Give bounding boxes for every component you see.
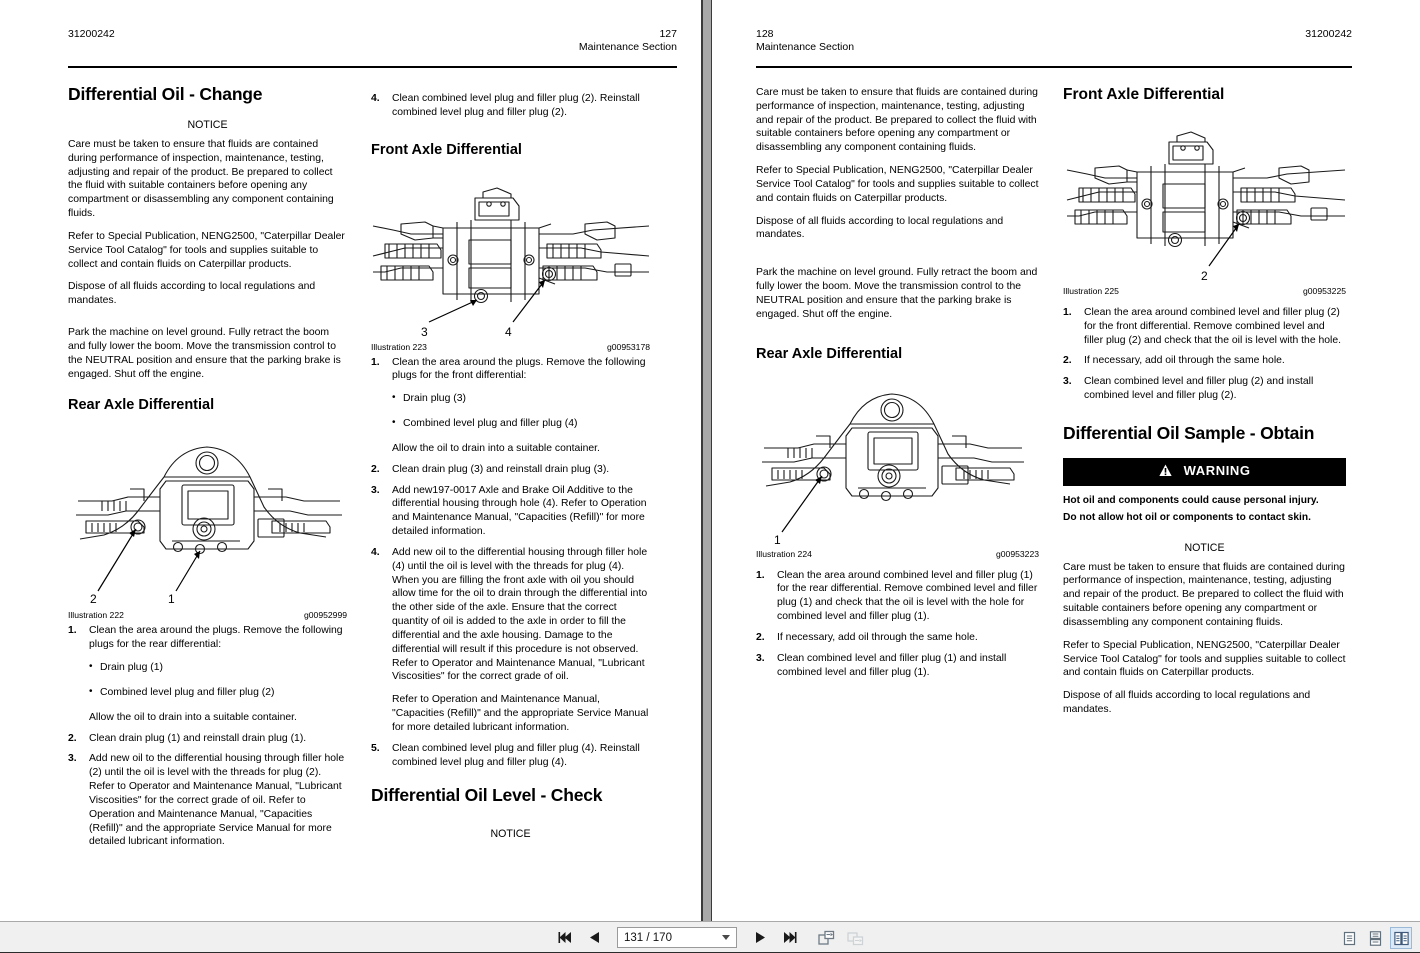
- rotate-clockwise-button[interactable]: [816, 928, 836, 948]
- callout-1: 1: [168, 592, 175, 607]
- rear-axle-differential-diagram: [756, 372, 1026, 547]
- list-item: • Combined level plug and filler plug (2): [89, 686, 347, 700]
- page-title: Differential Oil Level - Check: [371, 785, 603, 806]
- list-item: [756, 652, 1039, 680]
- step-number: 3.: [68, 753, 77, 765]
- page-navigation-group: [555, 927, 865, 948]
- list-item: [371, 356, 650, 456]
- previous-page-button[interactable]: [584, 928, 604, 948]
- step-text: Clean combined level and filler plug (2) and install combined level and filler plug (2).: [1084, 376, 1314, 402]
- notice-label: NOTICE: [187, 119, 228, 131]
- figure-caption: Illustration 224: [756, 548, 812, 559]
- callout-2: 2: [1201, 269, 1208, 283]
- illustration-224: [756, 372, 1039, 559]
- rear-axle-differential-diagram: [68, 423, 347, 608]
- step-number: 3.: [1063, 376, 1072, 388]
- figure-caption: Illustration 222: [68, 610, 124, 621]
- step-number: 1.: [756, 569, 765, 581]
- list-item: [756, 569, 1039, 624]
- step-text: Clean the area around combined level and filler plug (1) for the rear differential. Remove combined level and filler plug (1) and check that the oil is level with the hole for combined level and filler plug (1).: [777, 569, 1038, 623]
- step-number: 1.: [68, 625, 77, 637]
- callout-2: 2: [90, 592, 97, 607]
- page-indicator-text: 131 / 170: [624, 931, 672, 944]
- notice-label: NOTICE: [1184, 541, 1225, 554]
- illustration-225: [1063, 114, 1346, 296]
- page-title: Differential Oil Sample - Obtain: [1063, 422, 1315, 443]
- figure-code: g00953225: [1302, 286, 1346, 296]
- park-machine-paragraph: Park the machine on level ground. Fully retract the boom and fully lower the boom. Move the transmission control to the NEUTRAL position and ensure that the parking brake is engaged. Shut off the engine.: [68, 327, 341, 380]
- list-item: [371, 546, 650, 735]
- list-item: [371, 92, 650, 120]
- right-page-column-2: [1063, 78, 1346, 726]
- callout-1: 1: [774, 532, 781, 547]
- step-text: Clean drain plug (3) and reinstall drain plug (3).: [392, 463, 610, 475]
- step-number: 1.: [371, 356, 380, 368]
- procedure-list: [371, 356, 650, 770]
- bullet-list: [89, 661, 347, 700]
- single-page-icon: [1342, 931, 1357, 946]
- list-item: [1063, 375, 1346, 403]
- list-item: • Drain plug (1): [89, 661, 347, 675]
- first-page-icon: [558, 931, 573, 944]
- step-number: 2.: [756, 631, 765, 643]
- notice-paragraph: Refer to Special Publication, NENG2500, "Caterpillar Dealer Service Tool Catalog" for tools and supplies suitable to collect and contain fluids on Caterpillar products.: [1063, 639, 1346, 679]
- step-number: 2.: [371, 463, 380, 475]
- doc-number: 31200242: [68, 28, 115, 40]
- right-page-column-1: [756, 78, 1039, 726]
- rotate-clockwise-icon: [818, 930, 835, 946]
- step-text: Add new oil to the differential housing through filler hole (2) until the oil is level with the threads for plug (2). Refer to Operator and Maintenance Manual, "Lubricant Viscosities" for the correct grade of oil. Refer to Operation and Maintenance Manual, "Capacities (Refill)" and the appropriate Service Manual for more detailed lubricant information.: [89, 753, 345, 848]
- document-page-left[interactable]: [0, 0, 702, 921]
- park-machine-paragraph: Park the machine on level ground. Fully retract the boom and fully lower the boom. Move the transmission control to the NEUTRAL position and ensure that the parking brake is engaged. Shut off the engine.: [756, 267, 1038, 320]
- figure-code: g00952999: [303, 610, 347, 621]
- list-item: [1063, 306, 1346, 347]
- step-text: Clean combined level and filler plug (1) and install combined level and filler plug (1).: [777, 652, 1007, 678]
- step-text: Add new oil to the differential housing through filler hole (4) until the oil is level with the threads for plug (4). When you are filling the front axle with oil you should allow time for the oil to drain through the differential into the other side of the axle. Ensure that the correct quantity of oil is added to the axle in order to fill the differential and the axle housing. Damage to the differential will result if this procedure is not observed. Refer to Operator and Maintenance Manual, "Lubricant Viscosities" for the correct grade of oil.: [392, 546, 648, 683]
- continuous-scroll-view-button[interactable]: [1364, 927, 1386, 949]
- list-item: [371, 463, 650, 477]
- two-page-icon: [1394, 931, 1409, 946]
- step-number: 2.: [1063, 355, 1072, 367]
- rotate-counter-clockwise-button[interactable]: [845, 928, 865, 948]
- front-axle-differential-diagram: [1063, 114, 1346, 284]
- step-text: Clean the area around combined level and filler plug (2) for the front differential. Remove combined level and filler plug (2) and check that the oil is level with the hole.: [1084, 307, 1342, 346]
- bullet-list: [392, 392, 650, 431]
- view-mode-group: [1338, 922, 1412, 953]
- procedure-list: [371, 92, 650, 120]
- two-page-view-button[interactable]: [1390, 927, 1412, 949]
- step-text: If necessary, add oil through the same hole.: [1084, 355, 1285, 367]
- list-item: [371, 484, 650, 539]
- notice-label: NOTICE: [490, 828, 531, 841]
- section-name: Maintenance Section: [756, 41, 855, 53]
- doc-number: 31200242: [1305, 28, 1352, 40]
- step-text: Add new197-0017 Axle and Brake Oil Additive to the differential housing through hole (4). Refer to Operation and Maintenance Manual, "Capacities (Refill)" for more detailed information.: [392, 484, 647, 538]
- chevron-right-icon: [755, 931, 766, 944]
- step-number: 1.: [1063, 307, 1072, 318]
- notice-paragraph: Dispose of all fluids according to local regulations and mandates.: [756, 215, 1004, 241]
- procedure-list: [68, 624, 347, 849]
- page-folio: 128: [756, 28, 774, 40]
- notice-paragraph: Care must be taken to ensure that fluids are contained during performance of inspection, maintenance, testing, adjusting and repair of the product. Be prepared to collect the fluid with suitable containers before opening any compartment or disassembling any component containing fluids.: [756, 87, 1038, 154]
- illustration-222: [68, 423, 347, 620]
- notice-paragraph: Refer to Special Publication, NENG2500, "Caterpillar Dealer Service Tool Catalog" for tools and supplies suitable to collect and contain fluids on Caterpillar products.: [756, 165, 1039, 204]
- warning-label: WARNING: [1183, 462, 1251, 478]
- page-header-left: [68, 18, 677, 64]
- first-page-button[interactable]: [555, 928, 575, 948]
- warning-banner: [1063, 458, 1346, 486]
- page-header-right: [756, 18, 1352, 64]
- subsection-heading: Front Axle Differential: [371, 141, 522, 158]
- page-folio: 127: [659, 28, 677, 40]
- warning-text: Hot oil and components could cause personal injury.: [1063, 494, 1319, 506]
- notice-paragraph: Care must be taken to ensure that fluids are contained during performance of inspection, maintenance, testing, adjusting and repair of the product. Be prepared to collect the fluid with suitable containers before opening any compartment or disassembling any component containing fluids.: [68, 139, 334, 220]
- list-item: [68, 752, 347, 849]
- callout-3: 3: [421, 324, 428, 339]
- notice-paragraph: Care must be taken to ensure that fluids are contained during performance of inspection, maintenance, testing, adjusting and repair of the product. Be prepared to collect the fluid with suitable containers before opening any compartment or disassembling any component containing fluids.: [1063, 561, 1345, 628]
- step-text: If necessary, add oil through the same hole.: [777, 631, 978, 643]
- front-axle-differential-diagram: [371, 168, 650, 340]
- chevron-left-icon: [589, 931, 600, 944]
- single-page-view-button[interactable]: [1338, 927, 1360, 949]
- left-page-column-2: [371, 78, 650, 856]
- page-gutter: [702, 0, 712, 921]
- step-note: Allow the oil to drain into a suitable container.: [89, 711, 297, 723]
- step-number: 4.: [371, 546, 380, 558]
- figure-code: g00953223: [995, 548, 1039, 559]
- warning-triangle-icon: [1158, 463, 1173, 480]
- illustration-223: [371, 168, 650, 352]
- page-number-input[interactable]: [617, 927, 737, 948]
- subsection-heading: Rear Axle Differential: [68, 397, 215, 414]
- procedure-list: [756, 569, 1039, 680]
- list-item: [68, 624, 347, 724]
- document-page-right[interactable]: [712, 0, 1420, 921]
- list-item: [1063, 354, 1346, 368]
- step-number: 3.: [756, 652, 765, 664]
- list-item: [371, 742, 650, 770]
- viewer-toolbar: [0, 921, 1420, 953]
- subsection-heading: Rear Axle Differential: [756, 345, 903, 362]
- step-number: 3.: [371, 484, 380, 496]
- notice-paragraph: Refer to Special Publication, NENG2500, "Caterpillar Dealer Service Tool Catalog" for tools and supplies suitable to collect and contain fluids on Caterpillar products.: [68, 230, 345, 270]
- step-text: Clean the area around the plugs. Remove the following plugs for the front differential:: [392, 356, 646, 382]
- list-item: • Combined level plug and filler plug (4): [392, 417, 650, 431]
- last-page-button[interactable]: [779, 928, 799, 948]
- step-text: Clean combined level plug and filler plug (2). Reinstall combined level plug and filler plug (2).: [392, 93, 640, 118]
- left-page-column-1: [68, 78, 347, 856]
- next-page-button[interactable]: [750, 928, 770, 948]
- step-text: Clean drain plug (1) and reinstall drain plug (1).: [89, 732, 307, 744]
- chevron-down-icon[interactable]: [722, 935, 730, 940]
- notice-paragraph: Dispose of all fluids according to local regulations and mandates.: [68, 281, 316, 307]
- step-note: Refer to Operation and Maintenance Manual, "Capacities (Refill)" and the appropriate Service Manual for more detailed lubricant information.: [392, 694, 649, 733]
- section-name: Maintenance Section: [578, 41, 677, 53]
- list-item: • Drain plug (3): [392, 392, 650, 406]
- rotate-counter-clockwise-icon: [847, 930, 864, 946]
- step-note: Allow the oil to drain into a suitable container.: [392, 442, 600, 454]
- figure-code: g00953178: [606, 341, 650, 352]
- step-text: Clean combined level plug and filler plug (4). Reinstall combined level plug and filler plug (4).: [392, 742, 640, 768]
- last-page-icon: [782, 931, 797, 944]
- procedure-list: [1063, 306, 1346, 403]
- step-number: 2.: [68, 732, 77, 744]
- step-number: 5.: [371, 742, 380, 754]
- list-item: [68, 732, 347, 746]
- page-title: Differential Oil - Change: [68, 84, 263, 104]
- continuous-scroll-icon: [1368, 931, 1383, 946]
- figure-caption: Illustration 225: [1063, 286, 1119, 296]
- warning-text: Do not allow hot oil or components to contact skin.: [1063, 511, 1311, 523]
- callout-4: 4: [505, 324, 512, 339]
- step-number: 4.: [371, 93, 380, 104]
- figure-caption: Illustration 223: [371, 341, 427, 352]
- subsection-heading: Front Axle Differential: [1063, 86, 1225, 103]
- list-item: [756, 631, 1039, 645]
- notice-paragraph: Dispose of all fluids according to local regulations and mandates.: [1063, 690, 1311, 715]
- step-text: Clean the area around the plugs. Remove the following plugs for the rear differential:: [89, 625, 343, 651]
